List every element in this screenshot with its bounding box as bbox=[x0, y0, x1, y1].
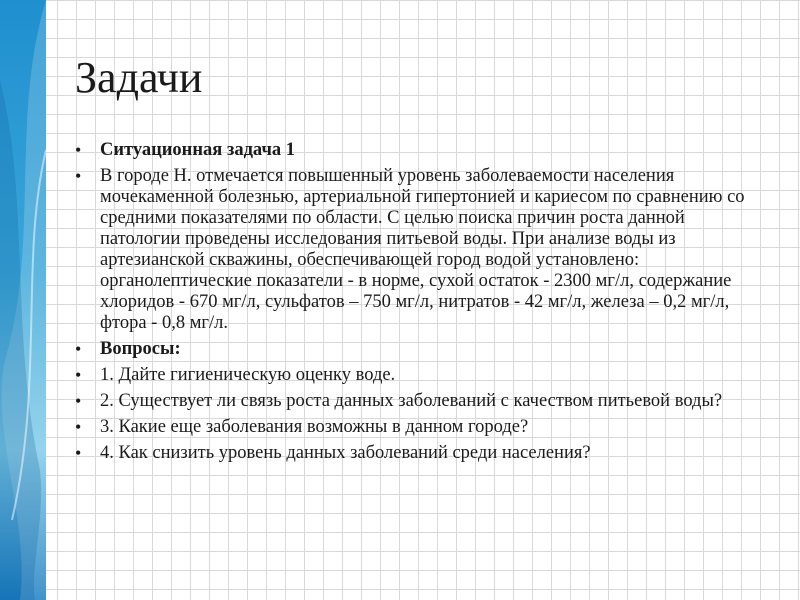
bullet-icon: • bbox=[75, 339, 82, 359]
item-text: 1. Дайте гигиеническую оценку воде. bbox=[100, 365, 396, 385]
item-text: В городе Н. отмечается повышенный уровень заболеваемости населения мочекаменной болезнью, артериальной гипертонией и кариесом по сравнению со средними показателями по области. С целью поиска причин роста данной патологии проведены исследования питьевой воды. При анализе воды из артезианской скважины, обеспечивающей город водой установлено: органолептические показатели - в норме, сухой остаток - 2300 мг/л, содержание хлоридов - 670 мг/л, сульфатов – 750 мг/л, нитратов - 42 мг/л, железа – 0,2 мг/л, фтора - 0,8 мг/л. bbox=[100, 166, 745, 333]
item-text: 3. Какие еще заболевания возможны в данном городе? bbox=[100, 417, 529, 437]
list-item-questions-heading bbox=[75, 339, 765, 360]
list-item-question-3 bbox=[75, 417, 765, 438]
slide-content bbox=[75, 140, 765, 469]
list-item-task-description bbox=[75, 166, 765, 334]
item-text: Вопросы: bbox=[100, 339, 181, 359]
slide-title: Задачи bbox=[75, 53, 203, 102]
bullet-icon: • bbox=[75, 166, 82, 186]
list-item-question-1 bbox=[75, 365, 765, 386]
bullet-icon: • bbox=[75, 417, 82, 437]
item-text: Ситуационная задача 1 bbox=[100, 140, 295, 160]
bullet-list bbox=[75, 140, 765, 464]
list-item-question-4 bbox=[75, 443, 765, 464]
bullet-icon: • bbox=[75, 443, 82, 463]
decorative-side-band bbox=[0, 0, 46, 600]
bullet-icon: • bbox=[75, 365, 82, 385]
list-item-question-2 bbox=[75, 391, 765, 412]
item-text: 4. Как снизить уровень данных заболеваний среди населения? bbox=[100, 443, 591, 463]
wave-decoration bbox=[0, 0, 46, 600]
item-text: 2. Существует ли связь роста данных заболеваний с качеством питьевой воды? bbox=[100, 391, 723, 411]
bullet-icon: • bbox=[75, 391, 82, 411]
list-item-task-heading bbox=[75, 140, 765, 161]
bullet-icon: • bbox=[75, 140, 82, 160]
